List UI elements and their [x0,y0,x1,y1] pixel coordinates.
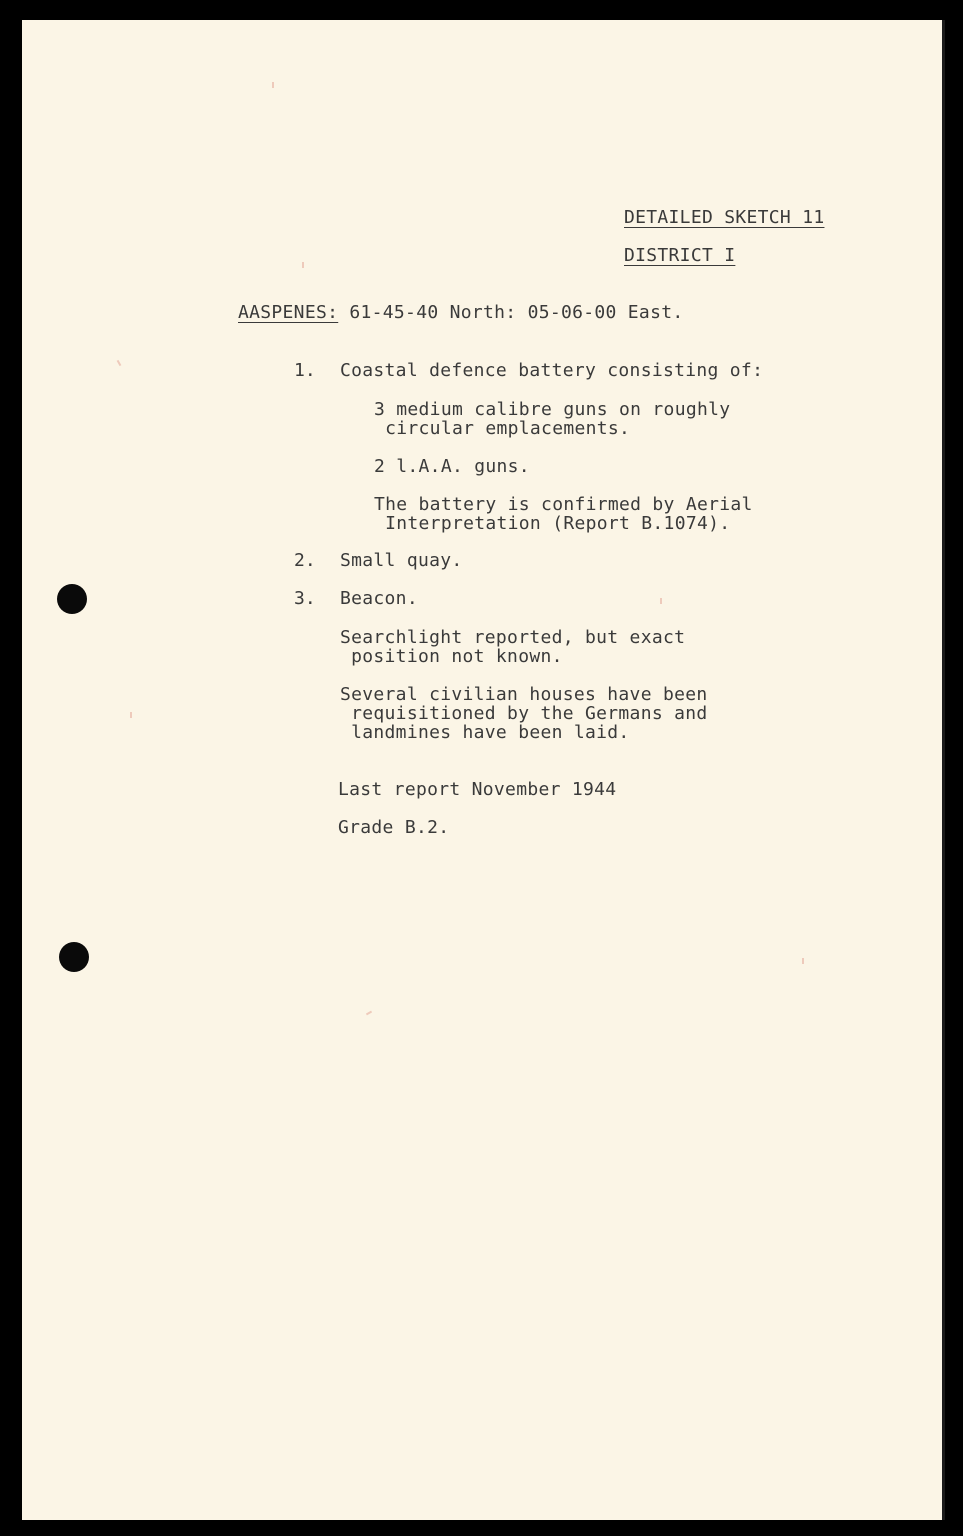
item-1-detail-guns-line-1: 3 medium calibre guns on roughly [374,399,731,420]
item-1-detail-aa-guns: 2 l.A.A. guns. [374,456,530,477]
item-3-note-houses-line-3: landmines have been laid. [340,722,630,743]
paper-fleck [660,598,662,604]
location-name: AASPENES: [238,302,339,323]
paper-fleck [130,712,132,718]
district-heading: DISTRICT I [624,245,736,266]
location-line [238,303,683,323]
item-1-detail-confirmed-line-1: The battery is confirmed by Aerial [374,494,753,515]
paper-fleck [802,958,804,964]
item-3-note-searchlight-line-2: position not known. [340,646,563,667]
paper-sheet [22,20,945,1520]
item-3-text: Beacon. [340,588,418,609]
punch-hole-top [57,584,87,614]
item-3-note-searchlight-line-1: Searchlight reported, but exact [340,627,686,648]
item-2-text: Small quay. [340,550,463,571]
item-3-number: 3. [294,588,316,609]
grade: Grade B.2. [338,817,450,838]
item-3-note-houses-line-2: requisitioned by the Germans and [340,703,708,724]
item-2-number: 2. [294,550,316,571]
location-coordinates: 61-45-40 North: 05-06-00 East. [349,302,684,323]
item-1-text: Coastal defence battery consisting of: [340,360,764,381]
item-3-note-houses-line-1: Several civilian houses have been [340,684,708,705]
last-report: Last report November 1944 [338,779,617,800]
paper-fleck [302,262,304,268]
item-1-detail-confirmed-line-2: Interpretation (Report B.1074). [374,513,731,534]
punch-hole-bottom [59,942,89,972]
item-1-detail-guns-line-2: circular emplacements. [374,418,631,439]
scan-border [943,80,963,1520]
sketch-heading: DETAILED SKETCH 11 [624,207,825,228]
paper-fleck [272,82,274,88]
item-1-number: 1. [294,360,316,381]
